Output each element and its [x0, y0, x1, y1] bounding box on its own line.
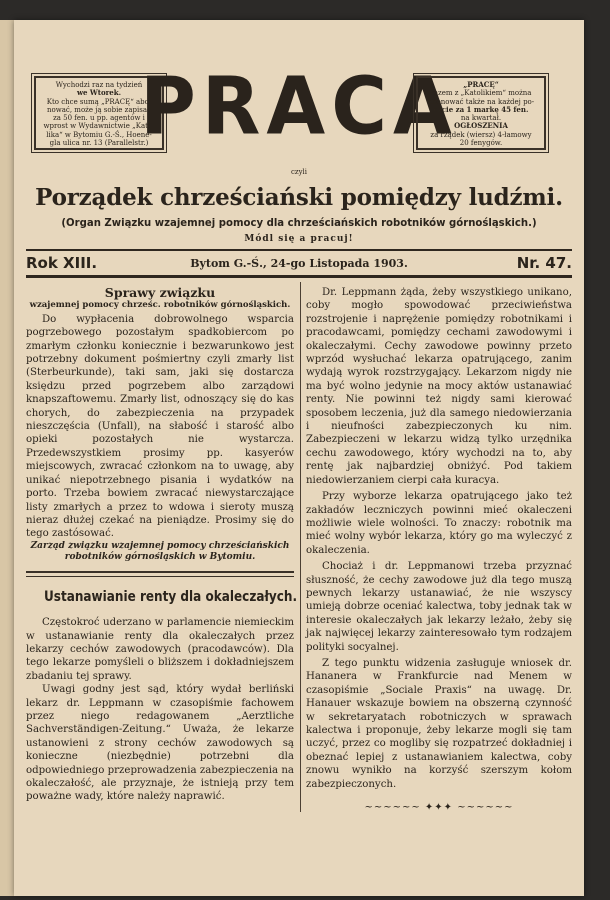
- masthead-title: PRACA: [140, 58, 458, 153]
- czyli-connector: czyli: [290, 168, 308, 176]
- organ-line: (Organ Związku wzajemnej pomocy dla chrześciańskich robotników górnośląskich.): [61, 216, 537, 229]
- end-ornament: ~~~~~~ ✦✦✦ ~~~~~~: [364, 802, 514, 814]
- motto: Módl się a pracuj!: [244, 234, 354, 244]
- subscription-info-box: Wychodzi raz na tydzień we Wtorek. Kto chce sumą „PRACĘ“ abo- nować, może ją sobie zapisać za 50 fen. u pp. agentów i wprost w Wydawnictwie „Kato- lika“ w Bytomiu G.-Ś., Hoene- gla ulica nr. 13 (Parallelstr.): [34, 76, 164, 150]
- section-subheading: wzajemnej pomocy chrześc. robotników górnośląskich.: [29, 300, 291, 311]
- volume-number: Rok XIII.: [26, 254, 98, 272]
- newspaper-page: [14, 20, 584, 896]
- board-signature: Zarząd związku wzajemnej pomocy chrześciańskich robotników górnośląskich w Bytomiu.: [30, 540, 290, 562]
- issue-date: Bytom G.-Ś., 24-go Listopada 1903.: [190, 257, 408, 270]
- article-heading: Ustanawianie renty dla okaleczałych.: [44, 588, 298, 605]
- price-info-box: „PRACĘ“ razem z „Katolikiem“ można abonować także na każdej po- czcie za 1 markę 45 fen. na kwartał. OGŁOSZENIA za rządek (wiersz) 4-łamowy 20 fenygów.: [416, 76, 546, 150]
- article-paragraph: Przy wyborze lekarza opatrującego jako też zakładów leczniczych powinni mieć okaleczeni możliwie wiele wolności. To znaczy: robotnik ma mieć wolny wybór lekarza, który go ma wyleczyć z okaleczenia.: [306, 491, 572, 556]
- article-paragraph: Chociaż i dr. Leppmanowi trzeba przyznać słuszność, że cechy zawodowe już dla tego muszą pewnych lekarzy ustanawiać, że nie wszyscy umieją dobrze oceniać kalectwa, toby jednak tak w interesie okaleczałych jak lekarzy leżało, żeby się jak najwięcej lekarzy zainteresowało tym rodzajem polityki socyalnej.: [306, 561, 572, 653]
- dateline: [26, 253, 572, 275]
- section-separator: [26, 571, 294, 577]
- issue-number: Nr. 47.: [516, 254, 572, 272]
- article-paragraph: Uwagi godny jest sąd, który wydał berliński lekarz dr. Leppmann w czasopiśmie fachowem przez niego redagowanem „Aerztliche Sachverständigen-Zeitung.“ Uważa, że lekarze ustanowieni z strony cechów zawodowych są konieczne (niezbędnie) potrzebni dla odpowiedniego przeprowadzenia zabezpieczenia na okaleczałość, ale przyznaje, że istnieją przy tem poważne wady, które należy naprawić.: [26, 684, 294, 803]
- section-body: Do wypłacenia dobrowolnego wsparcia pogrzebowego pozostałym spadkobiercom po zmarłym członku koniecznie i bezwarunkowo jest potrzebny dokument pośmiertny czyli zmarły list (Sterbeurkunde), taki sam, jaki się dostarcza księdzu przed pogrzebem albo zarządowi knapszaftowemu. Zmarły list, odnoszący się do kas chorych, do zabezpieczenia na przypadek nieszczęścia (Unfall), na słabość i starość albo opieki pozostałych nie wystarcza. Przedewszystkiem prosimy pp. kasyerów miejscowych, zwracać członkom na to uwagę, aby unikać niepotrzebnego pisania i wydatków na porto. Trzeba bowiem zwracać niewystarczające listy zmarłych a przez to wdowa i sieroty muszą nieraz dłużej czekać na pieniądze. Prosimy się do tego zastósować.: [26, 313, 294, 540]
- right-column: [306, 286, 572, 814]
- masthead-subtitle: Porządek chrześciański pomiędzy ludźmi.: [35, 184, 563, 211]
- section-heading: Sprawy związku: [104, 285, 216, 300]
- page-fold: [0, 20, 14, 896]
- left-column: [26, 285, 298, 804]
- top-rule: [26, 249, 572, 251]
- article-paragraph: Dr. Leppmann żąda, żeby wszystkiego unikano, coby mogło spowodować przeciwieństwa rozstrojenie i naprężenie pomiędzy robotnikami i pracodawcami, pomiędzy cechami zawodowymi i okaleczałymi. Cechy zawodowe powinny przeto wprzód wysłuchać lekarza opatrującego, zanim wydają wyrok rozstrzygający. Lekarzom nigdy nie ma być wolno jedynie na mocy aktów ustanawiać renty. Nie powinni też nigdy sami kierować sposobem leczenia, już dla samego niedowierzania i nieufności zabezpieczonych ku nim. Zabezpieczeni w lekarzu widzą tylko urzędnika cechu zawodowego, który wychodzi na to, aby rentę jak najbardziej obniżyć. Pod takiem niedowierzaniem cierpi cała kuracya.: [306, 287, 572, 486]
- column-divider: [300, 282, 301, 812]
- bottom-rule: [26, 275, 572, 278]
- article-paragraph: Częstokroć uderzano w parlamencie niemieckim w ustanawianie renty dla okaleczałych przez lekarzy cechów zawodowych (pracodawców). Dla tego lekarze pomyśleli o bliższem i dokładniejszem zbadaniu tej sprawy.: [26, 617, 294, 682]
- article-paragraph: Z tego punktu widzenia zasługuje wniosek dr. Hananera w Frankfurcie nad Menem w czasopiśmie „Sociale Praxis“ na uwagę. Dr. Hanauer wskazuje bowiem na obszerną czynność w sekretaryatach robotniczych w sprawach kalectwa i proponuje, żeby lekarze mogli się tam uczyć, przez co mogliby się rozpatrzeć dokładniej i obeznać lepiej z ustanawianiem kalectwa, coby znowu wynikło na korzyść szerszym kołom zabezpieczonych.: [306, 657, 572, 790]
